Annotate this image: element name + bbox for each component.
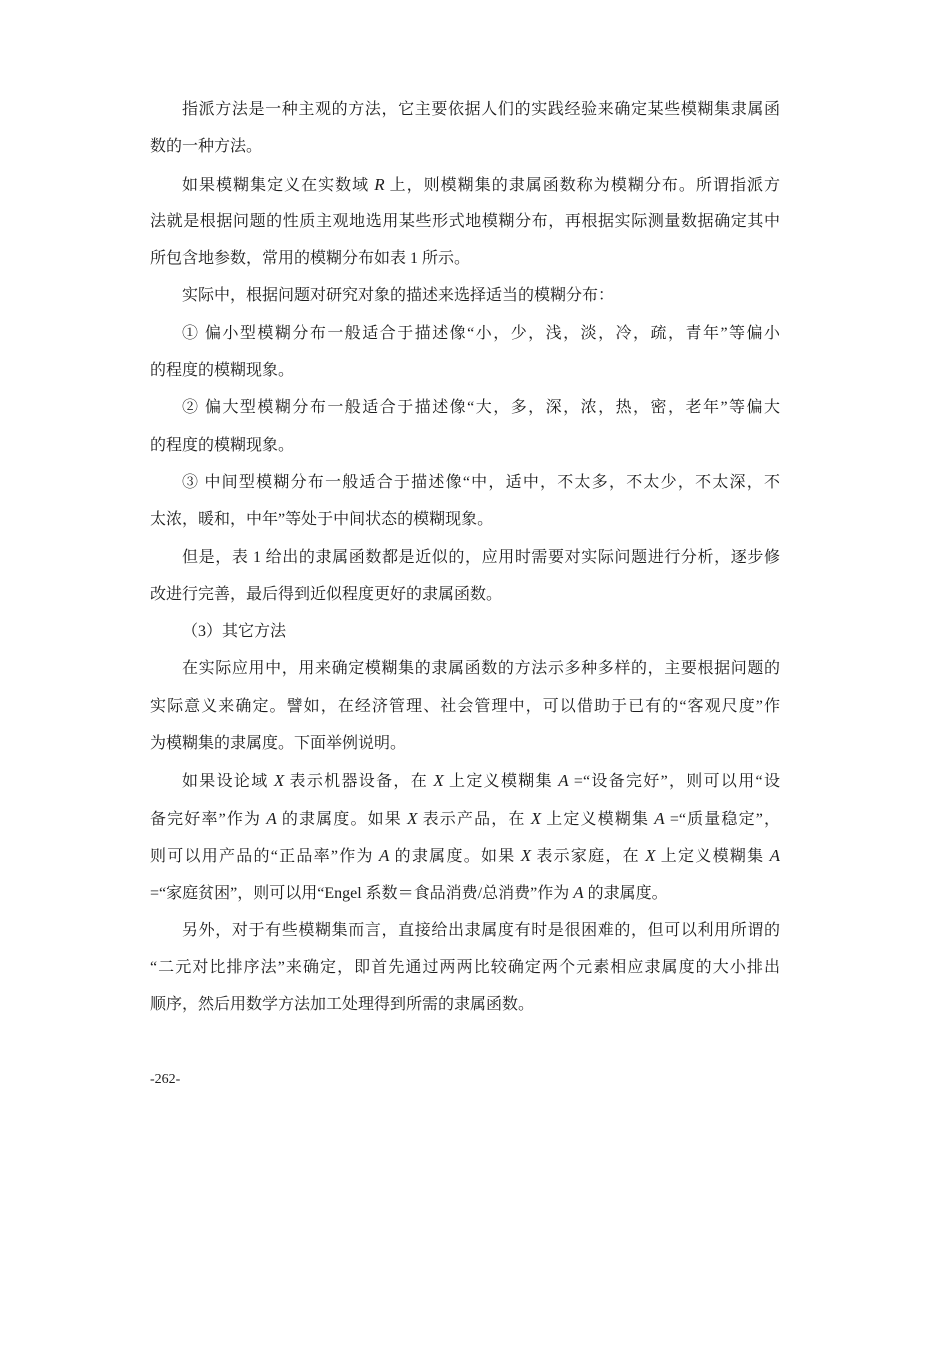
text-run: ③ 中间型模糊分布一般适合于描述像“中，适中，不太多，不太少，不太深，不 [182,473,780,491]
text-run: =“设备完好”，则可以用“设 [568,773,780,791]
text-run: 但是，表 1 给出的隶属函数都是近似的，应用时需要对实际问题进行分析，逐步修 [182,548,780,566]
text-line [150,315,780,352]
text-line [150,986,780,1023]
math-variable: A [769,845,780,865]
paragraph [150,91,780,166]
paragraph [150,762,780,911]
text-run: ② 偏大型模糊分布一般适合于描述像“大，多，深，浓，热，密，老年”等偏大 [182,399,780,417]
text-line [150,725,780,762]
text-line [150,912,780,949]
text-run: 上定义模糊集 [655,847,770,865]
text-line [150,501,780,538]
paragraph [150,613,780,650]
text-run: 指派方法是一种主观的方法，它主要依据人们的实践经验来确定某些模糊集隶属函 [182,101,780,118]
text-run: 数的一种方法。 [150,138,263,156]
text-line [150,576,780,613]
text-run: ① 偏小型模糊分布一般适合于描述像“小，少，浅，淡，冷，疏，青年”等偏小 [182,324,780,342]
text-line [150,352,780,389]
text-run: 表示机器设备，在 [284,773,434,791]
text-run: 为模糊集的隶属度。下面举例说明。 [150,735,407,753]
text-run: 表示产品，在 [417,810,531,828]
math-variable: X [530,808,542,828]
text-line [150,688,780,725]
text-run: 如果设论域 [182,773,274,791]
text-run: 在实际应用中，用来确定模糊集的隶属函数的方法示多种多样的，主要根据问题的 [182,660,780,678]
text-run: “二元对比排序法”来确定，即首先通过两两比较确定两个元素相应隶属度的大小排出 [150,958,780,976]
paragraph [150,166,780,278]
text-run: 表示家庭，在 [531,847,646,865]
paragraph [150,389,780,464]
math-variable: X [407,808,418,828]
text-run: 所包含地参数，常用的模糊分布如表 1 所示。 [150,250,471,268]
math-variable: X [273,771,285,791]
math-variable: A [573,883,584,903]
text-run: 实际中，根据问题对研究对象的描述来选择适当的模糊分布： [182,287,615,305]
text-line [150,762,780,799]
text-run: 如果模糊集定义在实数域 [182,176,375,194]
text-line [150,837,780,874]
text-line [150,389,780,426]
text-run: 则可以用产品的“正品率”作为 [150,847,380,865]
text-line [150,203,780,240]
text-run: 的程度的模糊现象。 [150,362,295,380]
text-run: 的隶属度。如果 [276,810,408,828]
text-line [150,240,780,277]
text-run: 的程度的模糊现象。 [150,436,295,454]
paragraph [150,650,780,762]
text-line [150,949,780,986]
text-run: 太浓，暖和，中年”等处于中间状态的模糊现象。 [150,511,494,529]
paragraph [150,464,780,539]
text-run: 法就是根据问题的性质主观地选用某些形式地模糊分布，再根据实际测量数据确定其中 [150,212,780,230]
paragraph [150,912,780,1024]
text-run: 另外，对于有些模糊集而言，直接给出隶属度有时是很困难的，但可以利用所谓的 [182,921,780,939]
math-variable: A [558,771,569,791]
page-body [150,91,780,1023]
paragraph [150,539,780,614]
text-run: =“家庭贫困”，则可以用“Engel 系数＝食品消费/总消费”作为 [150,885,574,903]
text-run: 顺序，然后用数学方法加工处理得到所需的隶属函数。 [150,996,535,1014]
page-number: -262- [150,1072,181,1087]
text-line [150,166,780,203]
text-line [150,613,780,650]
text-run: 实际意义来确定。譬如，在经济管理、社会管理中，可以借助于已有的“客观尺度”作 [150,697,780,715]
text-line [150,539,780,576]
text-run: 改进行完善，最后得到近似程度更好的隶属函数。 [150,585,503,603]
text-line [150,427,780,464]
text-line [150,650,780,687]
text-run: 备完好率”作为 [150,810,267,828]
math-variable: X [645,845,656,865]
text-run: 上定义模糊集 [443,773,559,791]
math-variable: R [374,174,385,194]
paragraph [150,277,780,314]
text-line [150,464,780,501]
text-run: 上，则模糊集的隶属函数称为模糊分布。所谓指派方 [384,176,780,194]
paragraph [150,315,780,390]
text-line [150,800,780,837]
text-line [150,128,780,165]
text-run: （3）其它方法 [182,623,287,641]
math-variable: A [379,845,390,865]
text-run: 的隶属度。如果 [389,847,521,865]
text-run: 的隶属度。 [583,885,668,903]
text-run: =“质量稳定”， [664,810,780,828]
math-variable: A [266,808,277,828]
text-line [150,277,780,314]
math-variable: A [654,808,665,828]
text-run: 上定义模糊集 [541,810,655,828]
text-line [150,91,780,128]
math-variable: X [520,845,532,865]
math-variable: X [433,771,444,791]
text-line [150,874,780,911]
